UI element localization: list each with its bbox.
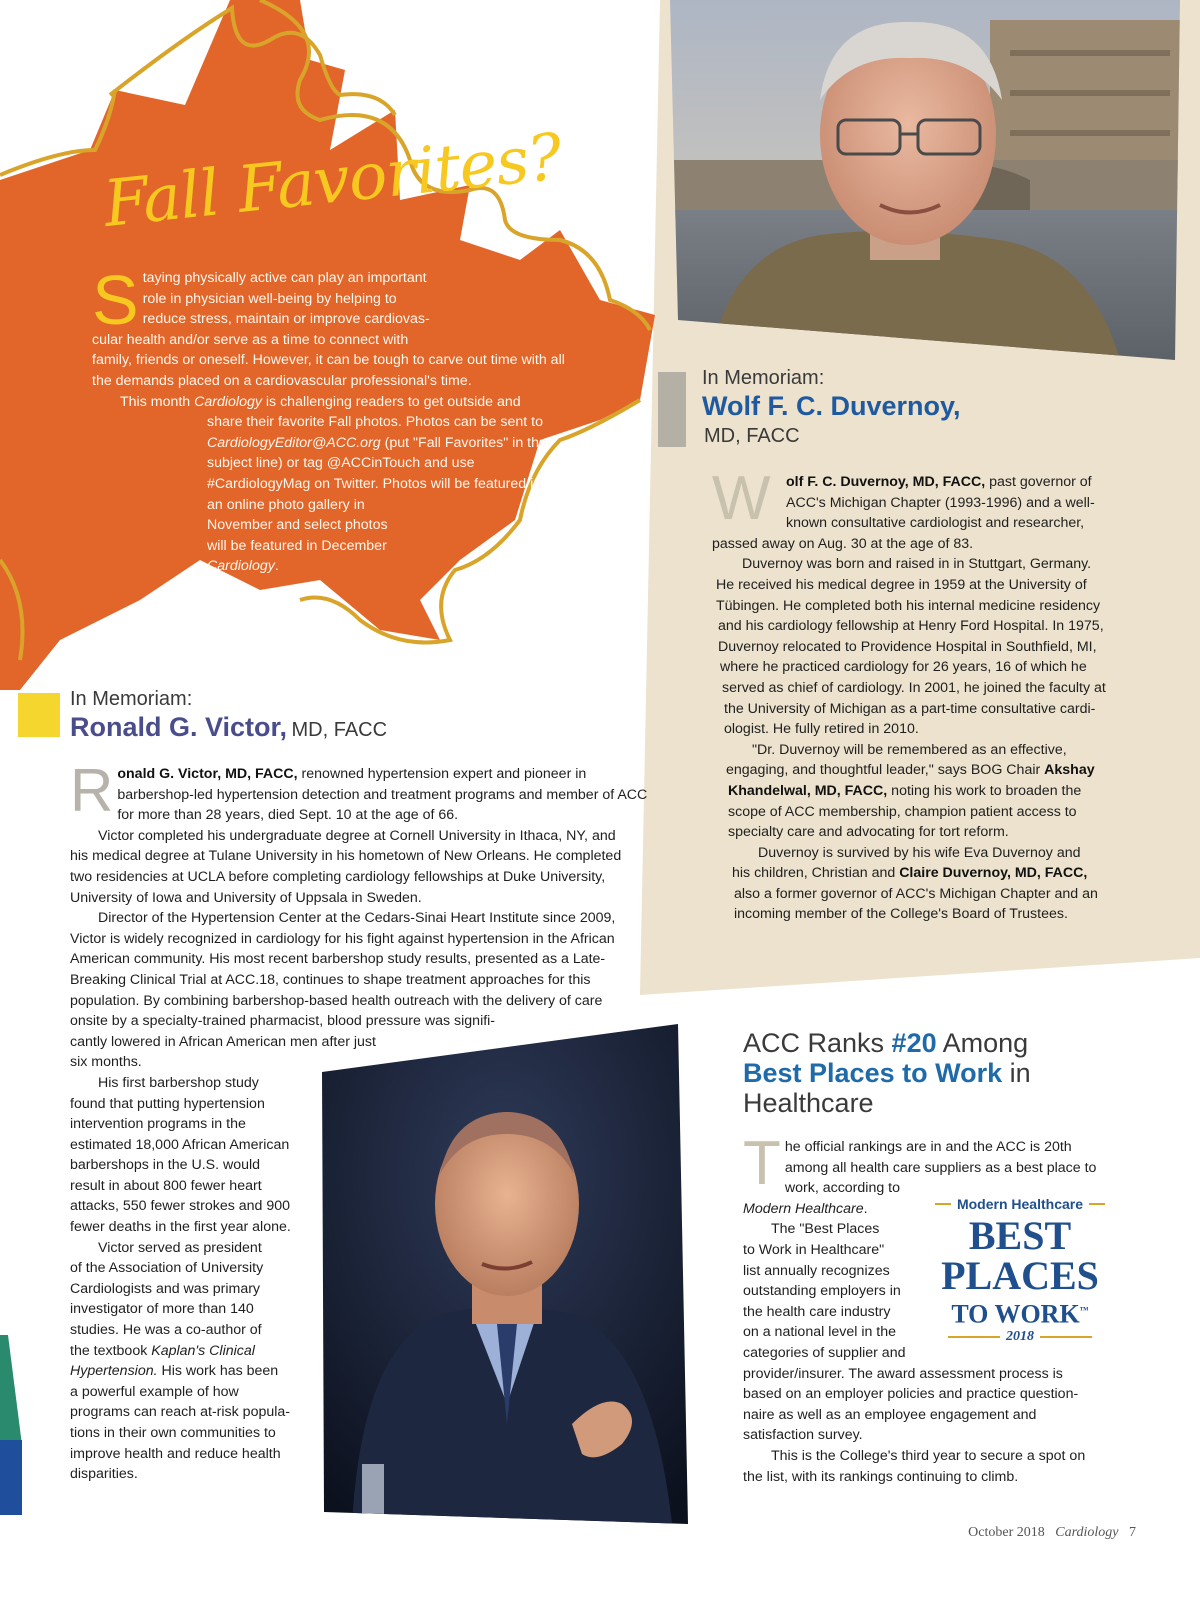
acc-title-text: ACC Ranks <box>743 1028 892 1058</box>
logo-trademark: ™ <box>1079 1305 1089 1315</box>
duvernoy-p3-bold-name: Akshay <box>1044 762 1095 779</box>
duvernoy-p1-line: ACC's Michigan Chapter (1993-1996) and a well- <box>786 494 1095 511</box>
decorative-edge-blue <box>0 1440 22 1515</box>
fall-p2-text: is challenging readers to get outside and <box>261 393 521 410</box>
victor-accent-square <box>18 693 60 737</box>
duvernoy-paragraph-2 <box>712 554 1112 739</box>
victor-p5-line: programs can reach at-risk popula- <box>70 1404 291 1421</box>
victor-p4-line: fewer deaths in the first year alone. <box>70 1219 291 1236</box>
fall-p2-magazine: Cardiology <box>207 558 275 575</box>
acc-ranks-title <box>743 1028 1031 1118</box>
duvernoy-name: Wolf F. C. Duvernoy, <box>702 391 961 421</box>
acc-p2-line: list annually recognizes <box>743 1262 890 1279</box>
duvernoy-p2-line: where he practiced cardiology for 26 years, 16 of which he <box>720 659 1087 676</box>
duvernoy-body <box>712 464 1112 925</box>
acc-p2-line: based on an employer policies and practice question- <box>743 1386 1079 1403</box>
acc-title-rank: #20 <box>891 1028 937 1058</box>
fall-p2-line: #CardiologyMag on Twitter. Photos will be featured in <box>207 475 542 492</box>
duvernoy-p1-line1-tail: past governor of <box>985 474 1092 490</box>
victor-p4-line: intervention programs in the <box>70 1116 246 1133</box>
victor-book-title: Kaplan's Clinical <box>151 1342 255 1359</box>
fall-paragraph-1 <box>92 261 572 392</box>
fall-p2-line: will be featured in December <box>207 537 387 554</box>
acc-p2-line: naire as well as an employee engagement and <box>743 1406 1037 1423</box>
victor-p2-line: University of Iowa and University of Uppsala in Sweden. <box>70 889 422 906</box>
fall-p2-text: . <box>274 558 279 575</box>
victor-paragraph-2 <box>70 826 650 908</box>
duvernoy-photo-illustration <box>670 0 1180 360</box>
fall-p1-line: cular health and/or serve as a time to connect with <box>92 331 409 348</box>
duvernoy-p3-line: "Dr. Duvernoy will be remembered as an effective, <box>752 741 1067 758</box>
victor-p4-line: found that putting hypertension <box>70 1095 265 1112</box>
victor-p5-line: improve health and reduce health <box>70 1445 281 1462</box>
victor-bold-lead: onald G. Victor, MD, FACC, <box>117 766 298 782</box>
acc-p1-line: he official rankings are in and the ACC is 20th <box>784 1139 1072 1155</box>
fall-p2-magazine: Cardiology <box>194 393 262 410</box>
duvernoy-p4-line: incoming member of the College's Board of Trustees. <box>734 906 1068 923</box>
victor-p5-line: Cardiologists and was primary <box>70 1280 261 1297</box>
duvernoy-p4-bold-name: Claire Duvernoy, MD, FACC, <box>899 865 1088 882</box>
fall-favorites-title: Fall Favorites? <box>100 120 565 242</box>
fall-p2-text: (put "Fall Favorites" in the <box>380 434 547 451</box>
logo-rule-left <box>948 1336 1000 1338</box>
victor-photo <box>322 1024 688 1524</box>
duvernoy-paragraph-4 <box>712 843 1112 925</box>
victor-p5-text: the textbook <box>70 1342 152 1359</box>
victor-p1-line1-tail: renowned hypertension expert and pioneer in <box>297 766 587 782</box>
acc-p1-publication: Modern Healthcare <box>743 1200 864 1217</box>
victor-p3-line: six months. <box>70 1054 142 1071</box>
acc-title-text: in <box>1002 1058 1031 1088</box>
duvernoy-p2-line: Tübingen. He completed both his internal medicine residency <box>716 597 1101 614</box>
acc-p2-line: the health care industry <box>743 1303 891 1320</box>
duvernoy-p4-line: also a former governor of ACC's Michigan Chapter and an <box>734 885 1098 902</box>
duvernoy-photo <box>670 0 1180 360</box>
duvernoy-p2-line: served as chief of cardiology. In 2001, he joined the faculty at <box>722 679 1106 696</box>
fall-drop-cap: S <box>92 261 139 339</box>
victor-p2-line: two residencies at UCLA before completing cardiology fellowships at Duke University, <box>70 868 606 885</box>
acc-p2-line: outstanding employers in <box>743 1283 901 1300</box>
victor-p5-text: His work has been <box>157 1363 279 1380</box>
fall-p1-line: reduce stress, maintain or improve cardiovas- <box>142 311 430 328</box>
acc-title-text: Healthcare <box>743 1088 874 1118</box>
fall-favorites-body <box>92 261 572 577</box>
victor-p5-line: investigator of more than 140 <box>70 1301 254 1318</box>
acc-p1-line: work, according to <box>784 1180 901 1197</box>
victor-p5-line: disparities. <box>70 1466 138 1483</box>
victor-p4-line: result in about 800 fewer heart <box>70 1177 262 1194</box>
victor-name: Ronald G. Victor, <box>70 712 288 742</box>
logo-rule-right <box>1089 1203 1105 1205</box>
victor-p3-line: cantly lowered in African American men after just <box>70 1033 376 1050</box>
footer-page-number: 7 <box>1129 1525 1136 1540</box>
best-places-logo <box>930 1196 1110 1346</box>
victor-book-title: Hypertension. <box>70 1363 158 1380</box>
victor-p5-line: tions in their own communities to <box>70 1425 276 1441</box>
acc-p2-line: to Work in Healthcare" <box>743 1241 885 1258</box>
acc-p1-line: among all health care suppliers as a best place to <box>784 1159 1097 1176</box>
victor-p5-line: a powerful example of how <box>70 1383 239 1400</box>
duvernoy-p4-line2-text: his children, Christian and <box>732 865 900 882</box>
fall-p2-line: November and select photos <box>207 517 388 534</box>
acc-p2-line: satisfaction survey. <box>743 1427 863 1444</box>
victor-p3-line: Breaking Clinical Trial at ACC.18, continues to shape treatment approaches for this <box>70 971 591 988</box>
duvernoy-p2-line: He received his medical degree in 1959 at the University of <box>716 576 1087 593</box>
victor-p1-line: barbershop-led hypertension detection and treatment programs and member of ACC <box>117 786 648 803</box>
acc-p2-line: categories of supplier and <box>743 1344 906 1361</box>
logo-best: BEST <box>968 1213 1072 1258</box>
duvernoy-memoriam-label: In Memoriam: <box>702 367 825 389</box>
acc-paragraph-3 <box>743 1446 1103 1487</box>
decorative-edge-green <box>0 1335 22 1445</box>
page-footer <box>968 1525 1136 1541</box>
fall-p2-line: share their favorite Fall photos. Photos can be sent to <box>207 414 543 431</box>
duvernoy-p2-line: the University of Michigan as a part-time consultative cardi- <box>724 700 1096 717</box>
logo-publisher: Modern Healthcare <box>956 1196 1084 1212</box>
victor-p5-line: Victor served as president <box>98 1239 262 1256</box>
duvernoy-credentials: MD, FACC <box>704 425 800 447</box>
acc-p2-line: The "Best Places <box>771 1221 880 1238</box>
acc-p3-line: the list, with its rankings continuing to climb. <box>743 1468 1019 1485</box>
footer-magazine: Cardiology <box>1055 1525 1119 1540</box>
acc-p1-text: . <box>863 1200 868 1217</box>
duvernoy-p1-line: known consultative cardiologist and researcher, <box>786 515 1085 532</box>
duvernoy-drop-cap: W <box>712 464 771 533</box>
duvernoy-p3-line2-text: engaging, and thoughtful leader," says BOG Chair <box>726 762 1045 779</box>
victor-heading <box>70 688 387 743</box>
victor-memoriam-label: In Memoriam: <box>70 688 193 710</box>
fall-p2-text: This month <box>120 393 195 410</box>
fall-email-link[interactable]: CardiologyEditor@ACC.org <box>207 434 381 451</box>
footer-date: October 2018 <box>968 1525 1045 1540</box>
victor-p3-line: population. By combining barbershop-based health outreach with the delivery of care <box>70 992 603 1009</box>
fall-p2-line: subject line) or tag @ACCinTouch and use <box>207 455 475 472</box>
victor-p3-line: onsite by a specialty-trained pharmacist, blood pressure was signifi- <box>70 1013 496 1030</box>
victor-p5-line: of the Association of University <box>70 1260 264 1277</box>
duvernoy-p1-line: passed away on Aug. 30 at the age of 83. <box>712 535 974 552</box>
duvernoy-p3-line: specialty care and advocating for tort reform. <box>728 824 1009 841</box>
fall-p1-line: family, friends or oneself. However, it can be tough to carve out time with all <box>92 352 565 369</box>
logo-year: 2018 <box>1006 1328 1034 1344</box>
acc-title-highlight: Best Places to Work <box>743 1058 1003 1088</box>
duvernoy-p2-line: and his cardiology fellowship at Henry Ford Hospital. In 1975, <box>718 618 1104 635</box>
acc-p3-line: This is the College's third year to secure a spot on <box>771 1447 1086 1464</box>
victor-p3-line: Director of the Hypertension Center at the Cedars-Sinai Heart Institute since 2009, <box>98 910 616 927</box>
victor-photo-illustration <box>322 1024 688 1524</box>
duvernoy-bold-lead: olf F. C. Duvernoy, MD, FACC, <box>786 474 986 490</box>
victor-paragraph-1 <box>70 757 650 826</box>
victor-p4-line: estimated 18,000 African American <box>70 1136 290 1153</box>
acc-p2-line: on a national level in the <box>743 1324 897 1341</box>
acc-title-text: Among <box>936 1028 1029 1058</box>
duvernoy-p2-line: ologist. He fully retired in 2010. <box>724 721 919 738</box>
victor-p4-line: His first barbershop study <box>98 1074 259 1091</box>
fall-p1-line: taying physically active can play an important <box>142 270 427 286</box>
victor-p3-line: Victor is widely recognized in cardiology for his fight against hypertension in the African <box>70 930 615 947</box>
logo-places: PLACES <box>941 1253 1099 1298</box>
duvernoy-p3-line3-tail: noting his work to broaden the <box>887 782 1082 799</box>
duvernoy-p2-line: Duvernoy was born and raised in in Stuttgart, Germany. <box>742 556 1092 573</box>
duvernoy-heading <box>702 367 961 448</box>
duvernoy-p3-line: scope of ACC membership, champion patient access to <box>728 803 1077 820</box>
logo-to-work: TO WORK <box>951 1299 1080 1329</box>
duvernoy-p4-line: Duvernoy is survived by his wife Eva Duvernoy and <box>758 844 1081 861</box>
victor-drop-cap: R <box>70 757 114 824</box>
duvernoy-p2-line: Duvernoy relocated to Providence Hospital in Southfield, MI, <box>718 638 1097 655</box>
victor-p5-line: studies. He was a co-author of <box>70 1322 262 1339</box>
acc-p2-line: provider/insurer. The award assessment process is <box>743 1365 1063 1382</box>
acc-drop-cap: T <box>743 1129 781 1198</box>
victor-p4-line: attacks, 550 fewer strokes and 900 <box>70 1198 291 1215</box>
victor-p1-line: for more than 28 years, died Sept. 10 at the age of 66. <box>117 807 459 824</box>
fall-paragraph-2 <box>92 392 572 577</box>
logo-rule-right <box>1040 1336 1092 1338</box>
duvernoy-paragraph-1 <box>712 464 1112 554</box>
fall-p1-line: role in physician well-being by helping to <box>142 290 397 307</box>
victor-p2-line: Victor completed his undergraduate degree at Cornell University in Ithaca, NY, and <box>98 827 616 844</box>
victor-p3-line: American community. His most recent barbershop study results, presented as a Late- <box>70 951 606 968</box>
victor-p4-line: barbershops in the U.S. would <box>70 1157 261 1174</box>
fall-p2-line: an online photo gallery in <box>207 496 365 513</box>
fall-p1-line: the demands placed on a cardiovascular professional's time. <box>92 372 472 389</box>
duvernoy-paragraph-3 <box>712 740 1112 843</box>
victor-p2-line: his medical degree at Tulane University in his hometown of New Orleans. He completed <box>70 848 622 865</box>
victor-credentials: MD, FACC <box>291 719 388 741</box>
duvernoy-p3-bold-credentials: Khandelwal, MD, FACC, <box>728 782 888 799</box>
logo-rule-left <box>935 1203 951 1205</box>
